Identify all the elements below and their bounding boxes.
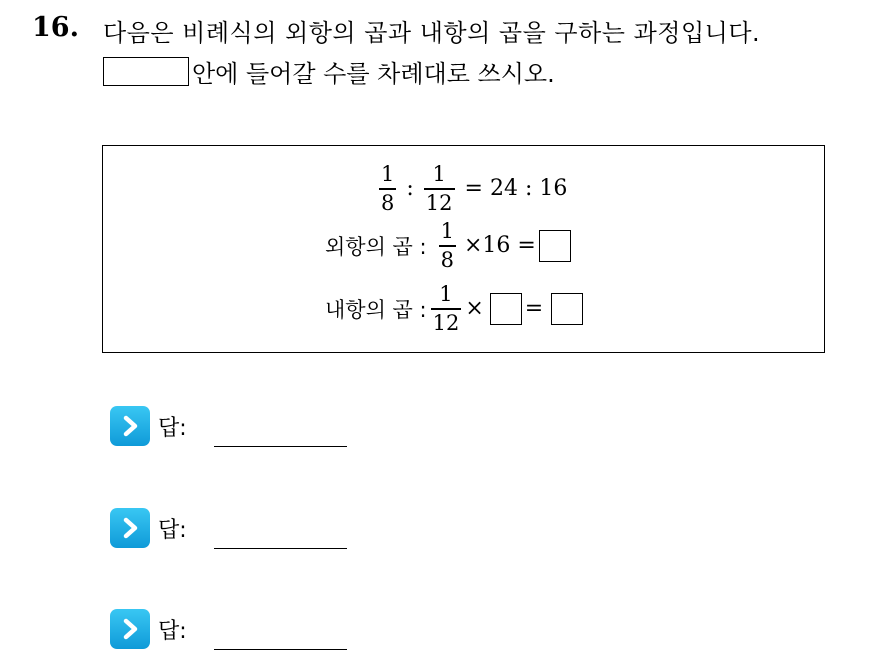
fraction-numerator: 1: [432, 162, 446, 186]
equals-sign: =: [524, 296, 544, 322]
answer-label: 답:: [158, 517, 187, 543]
chevron-right-icon: [110, 406, 150, 446]
inner-product-row: [325, 284, 586, 334]
answer-row-3: [110, 609, 187, 649]
answer-label: 답:: [158, 415, 187, 441]
proportion-row: [375, 164, 573, 214]
fraction-numerator: 1: [381, 162, 395, 186]
outer-product-label: 외항의 곱 :: [325, 234, 427, 259]
fraction-one-twelfth: [424, 164, 455, 214]
question-text-line1: 다음은 비례식의 외항의 곱과 내항의 곱을 구하는 과정입니다.: [103, 19, 761, 47]
question-number: 16.: [32, 12, 79, 43]
math-expression-box: [102, 145, 825, 353]
inner-product-label: 내항의 곱 :: [325, 297, 427, 322]
answer-input-line[interactable]: [214, 548, 347, 549]
fraction-one-eighth: [379, 164, 396, 214]
fraction-numerator: 1: [439, 282, 453, 306]
multiply-sign: ×: [465, 296, 484, 322]
question-text-line2: [103, 54, 555, 89]
blank-box-marker: [103, 57, 189, 86]
answer-blank-box[interactable]: [551, 293, 583, 325]
fraction-denominator: 12: [432, 310, 460, 335]
answer-blank-box[interactable]: [490, 293, 522, 325]
fraction-denominator: 12: [425, 190, 453, 215]
chevron-right-icon: [110, 508, 150, 548]
answer-input-line[interactable]: [214, 446, 347, 447]
fraction-denominator: 8: [381, 190, 395, 215]
fraction-denominator: 8: [440, 247, 454, 272]
answer-row-1: [110, 406, 187, 446]
ratio-colon: :: [406, 176, 414, 202]
question-text-line2-label: 안에 들어갈 수를 차례대로 쓰시오.: [192, 60, 555, 88]
fraction-one-twelfth: [431, 284, 462, 334]
answer-row-2: [110, 508, 187, 548]
proportion-rhs: = 24 : 16: [464, 176, 568, 202]
fraction-one-eighth: [439, 221, 456, 271]
answer-blank-box[interactable]: [539, 230, 571, 262]
answer-label: 답:: [158, 618, 187, 644]
outer-product-multiply: ×16 =: [463, 233, 536, 259]
outer-product-row: [325, 221, 574, 271]
answer-input-line[interactable]: [214, 649, 347, 650]
fraction-numerator: 1: [440, 219, 454, 243]
chevron-right-icon: [110, 609, 150, 649]
